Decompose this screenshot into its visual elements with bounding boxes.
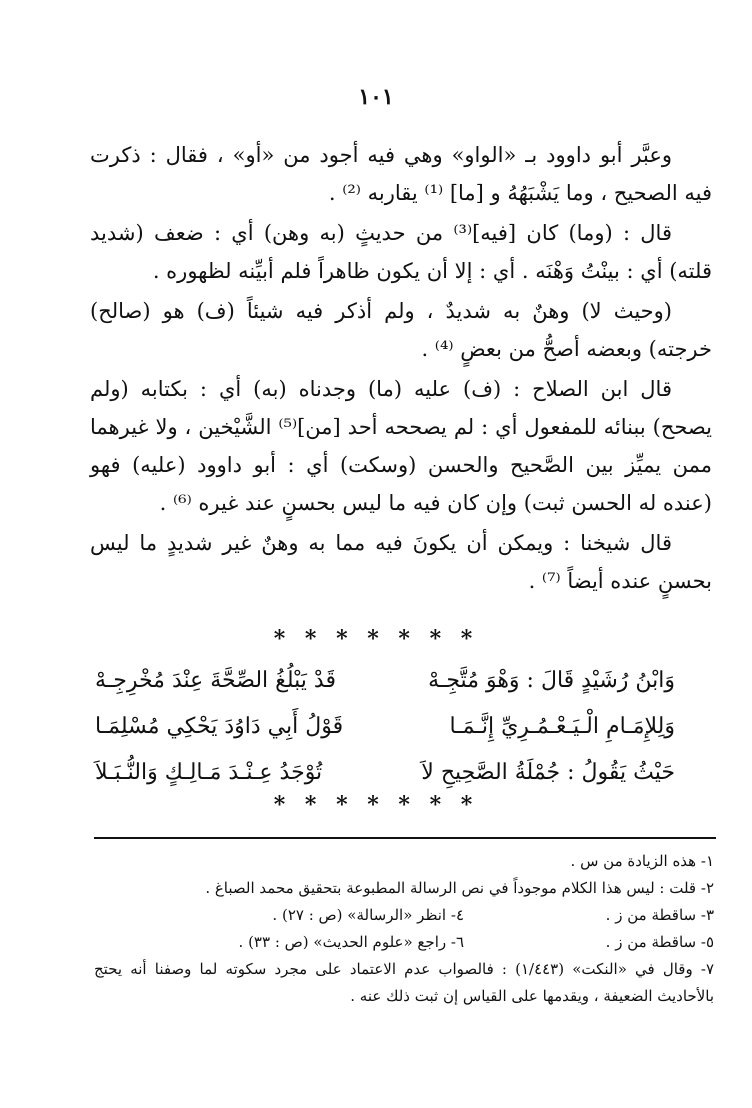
poem-first-hemistich: وَابْنُ رُشَيْدٍ قَالَ : وَهْوَ مُتَّجِـهْ [428, 668, 675, 693]
poem-first-hemistich: وَلِلإِمَـامِ الْـيَـعْـمُـرِيِّ إِنَّـمَـا [449, 714, 675, 739]
footnote: ٧- وقال في «النكت» (١/٤٤٣) : فالصواب عدم الاعتماد على مجرد سكوته لما وصفنا أنه يحتج بالأحاديث الضعيفة ، ويقدمها على القياس إن ثبت ذلك عنه . [94, 960, 714, 1005]
paragraph: قال : (وما) كان [فيه]⁽³⁾ من حديثٍ (به وهن) أي : ضعف (شديد قلته) أي : بينْتُ وَهْنَه . أي : إلا أن يكون ظاهراً فلم أبيِّنه لظهوره . [90, 221, 712, 283]
poem-verse [95, 750, 675, 796]
footnote-divider [94, 837, 716, 839]
main-text [90, 136, 712, 602]
footnote: ٦- راجع «علوم الحديث» (ص : ٣٣) . [238, 933, 464, 951]
page-number: ١٠١ [358, 84, 394, 110]
footnote-pair [94, 929, 714, 956]
poem-first-hemistich: حَيْثُ يَقُولُ : جُمْلَةُ الصَّحِيحِ لاَ [421, 760, 675, 785]
paragraph: وعبَّر أبو داوود بـ «الواو» وهي فيه أجود من «أو» ، فقال : ذكرت فيه الصحيح ، وما يَشْبَهُهُ و [ما] ⁽¹⁾ يقاربه ⁽²⁾ . [90, 143, 712, 205]
poem [95, 658, 675, 796]
footnote: ٣- ساقطة من ز . [605, 906, 714, 924]
poem-second-hemistich: تُوْجَدُ عِـنْـدَ مَـالِـكٍ وَالنُّـبَـلاَ [95, 760, 323, 785]
footnote: ٤- انظر «الرسالة» (ص : ٢٧) . [272, 906, 464, 924]
poem-verse [95, 704, 675, 750]
stars-separator-bottom: * * * * * * * [273, 792, 479, 818]
paragraph: قال شيخنا : ويمكن أن يكونَ فيه مما به وهنٌ غير شديدٍ ما ليس بحسنٍ عنده أيضاً ⁽⁷⁾ . [90, 531, 712, 593]
paragraph: قال ابن الصلاح : (ف) عليه (ما) وجدناه (به) أي : بكتابه (ولم يصحح) ببنائه للمفعول أي : لم يصححه أحد [من]⁽⁵⁾ الشَّيْخين ، ولا غيرهما ممن يميِّز بين الصَّحيح والحسن (وسكت) أي : أبو داوود (عليه) فهو (عنده له الحسن ثبت) وإن كان فيه ما ليس بحسنٍ عند غيره ⁽⁶⁾ . [90, 377, 712, 515]
poem-verse [95, 658, 675, 704]
footnote: ٢- قلت : ليس هذا الكلام موجوداً في نص الرسالة المطبوعة بتحقيق محمد الصباغ . [205, 879, 714, 897]
stars-separator-top: * * * * * * * [273, 626, 479, 652]
footnote: ٥- ساقطة من ز . [605, 933, 714, 951]
footnotes [94, 848, 714, 1010]
poem-second-hemistich: قَوْلُ أَبِي دَاوُدَ يَحْكِي مُسْلِمَـا [95, 714, 344, 739]
footnote: ١- هذه الزيادة من س . [570, 852, 714, 870]
paragraph: (وحيث لا) وهنٌ به شديدٌ ، ولم أذكر فيه شيئاً (ف) هو (صالح) خرجته) وبعضه أصحُّ من بعضٍ ⁽⁴⁾ . [90, 299, 712, 361]
footnote-pair [94, 902, 714, 929]
poem-second-hemistich: قَدْ يَبْلُغُ الصِّحَّةَ عِنْدَ مُخْرِجِـهْ [95, 668, 336, 693]
